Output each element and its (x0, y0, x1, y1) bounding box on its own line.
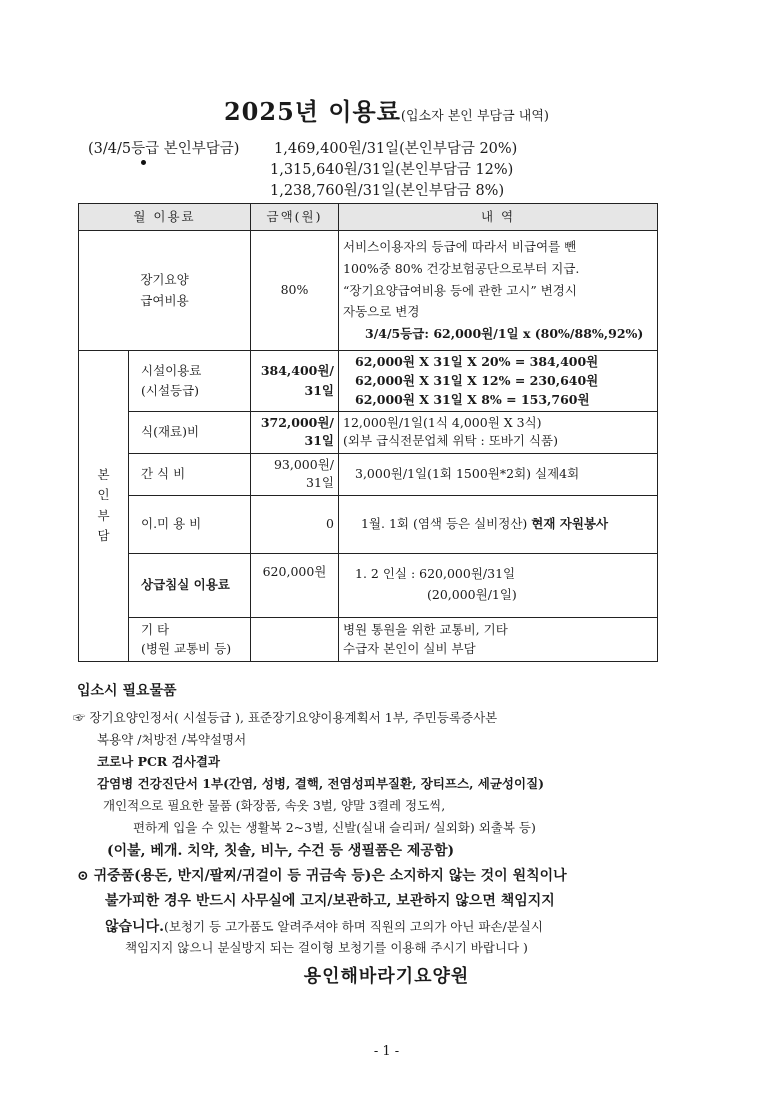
title-main: 2025년 이용료 (223, 97, 401, 126)
ltc-name (79, 231, 251, 351)
needs-line-4: 감염병 건강진단서 1부(간염, 성병, 결핵, 전염성피부질환, 장티프스, 세균성이질) (97, 776, 545, 791)
needs-line-9: 불가피한 경우 반드시 사무실에 고지/보관하고, 보관하지 않으면 책임지지 (105, 893, 555, 909)
ltc-detail-3: “장기요양급여비용 등에 관한 고시” 변경시 (343, 282, 577, 298)
beauty-amount: 0 (251, 495, 339, 553)
room-amount: 620,000원 (251, 553, 339, 617)
self-pay-char-2: 인 (97, 487, 110, 503)
beauty-detail-volunteer: 현재 자원봉사 (531, 515, 609, 531)
etc-name-line2: (병원 교통비 등) (141, 641, 232, 656)
table-header-row (79, 204, 658, 231)
beauty-details (339, 495, 658, 553)
ltc-details (339, 231, 658, 351)
meal-amount (251, 412, 339, 453)
snack-amount-line2: 31일 (306, 475, 334, 490)
table-row-beauty (79, 495, 658, 553)
rate-line-20: 1,469,400원/31일(본인부담금 20%) (274, 141, 518, 157)
rates-label: (3/4/5등급 본인부담금) (88, 141, 240, 157)
meal-name: 식(재료)비 (129, 412, 251, 453)
etc-amount (251, 617, 339, 661)
needs-line-2: 복용약 /처방전 /복약설명서 (97, 732, 247, 747)
fee-table (78, 203, 658, 662)
facility-detail-3: 62,000원 X 31일 X 8% = 153,760원 (355, 391, 590, 407)
facility-detail-1: 62,000원 X 31일 X 20% = 384,400원 (355, 354, 599, 369)
facility-name-line1: 시설이용료 (141, 362, 202, 378)
ltc-detail-2: 100%중 80% 건강보험공단으로부터 지급. (343, 260, 580, 276)
etc-detail-1: 병원 통원을 위한 교통비, 기타 (343, 621, 508, 637)
needs-line-5: 개인적으로 필요한 물품 (화장품, 속옷 3벌, 양말 3켤레 정도씩, (103, 798, 446, 813)
header-monthly-fee: 월 이용료 (79, 204, 251, 231)
etc-details (339, 617, 658, 661)
etc-name (129, 617, 251, 661)
ltc-name-line1: 장기요양 (140, 271, 189, 287)
header-details: 내 역 (339, 204, 658, 231)
organization-name: 용인해바라기요양원 (303, 966, 470, 987)
page-number: - 1 - (373, 1044, 400, 1059)
self-pay-char-1: 본 (97, 466, 110, 482)
ltc-detail-1: 서비스이용자의 등급에 따라서 비급여를 뺀 (343, 238, 577, 254)
snack-details: 3,000원/1일(1회 1500원*2회) 실제4회 (339, 453, 658, 495)
needs-line-10 (105, 916, 543, 936)
table-row-facility (79, 351, 658, 412)
meal-detail-2: (외부 급식전문업체 위탁 : 또바기 식품) (343, 433, 558, 449)
required-items-heading: 입소시 필요물품 (77, 683, 177, 699)
facility-detail-2: 62,000원 X 31일 X 12% = 230,640원 (355, 372, 599, 388)
meal-amount-line1: 372,000원/ (260, 415, 334, 431)
ltc-detail-4: 자동으로 변경 (343, 304, 420, 320)
self-pay-char-3: 부 (97, 507, 110, 523)
meal-amount-line2: 31일 (304, 433, 334, 449)
beauty-name: 이.미 용 비 (129, 495, 251, 553)
room-detail-1: 1. 2 인실 : 620,000원/31일 (355, 566, 516, 582)
rate-line-8: 1,238,760원/31일(본인부담금 8%) (270, 183, 505, 199)
ltc-amount: 80% (251, 231, 339, 351)
meal-details (339, 412, 658, 453)
snack-amount-line1: 93,000원/ (273, 456, 334, 472)
meal-detail-1: 12,000원/1일(1식 4,000원 X 3식) (343, 415, 542, 431)
facility-name (129, 351, 251, 412)
etc-detail-2: 수급자 본인이 실비 부담 (343, 641, 476, 656)
facility-amount-line2: 31일 (304, 383, 334, 399)
etc-name-line1: 기 타 (141, 621, 170, 637)
snack-amount (251, 453, 339, 495)
table-row-snack (79, 453, 658, 495)
facility-amount (251, 351, 339, 412)
needs-line-6: 편하게 입을 수 있는 생활복 2~3벌, 신발(실내 슬리퍼/ 실외화) 외출복 등) (133, 820, 536, 835)
room-name: 상급침실 이용료 (129, 553, 251, 617)
facility-name-line2: (시설등급) (141, 383, 200, 399)
self-pay-label (79, 351, 129, 662)
needs-line-10-bold: 않습니다. (105, 919, 164, 935)
ltc-detail-5: 3/4/5등급: 62,000원/1일 x (80%/88%,92%) (365, 326, 644, 342)
needs-line-10-rest: (보청기 등 고가품도 알려주셔야 하며 직원의 고의가 아닌 파손/분실시 (163, 919, 543, 934)
snack-name: 간 식 비 (129, 453, 251, 495)
required-items-section (73, 680, 757, 955)
needs-line-1: ☞ 장기요양인정서( 시설등급 ), 표준장기요양이용계획서 1부, 주민등록증사본 (73, 710, 498, 725)
table-row-meal (79, 412, 658, 453)
self-pay-char-4: 담 (97, 528, 110, 544)
bullet-dot (141, 160, 146, 165)
beauty-detail: 1월. 1회 (염색 등은 실비정산) (361, 515, 528, 531)
rate-line-12: 1,315,640원/31일(본인부담금 12%) (270, 162, 514, 178)
header-amount: 금액(원) (251, 204, 339, 231)
needs-line-3: 코로나 PCR 검사결과 (97, 754, 220, 769)
facility-details (339, 351, 658, 412)
ltc-name-line2: 급여비용 (140, 292, 189, 308)
facility-amount-line1: 384,400원/ (260, 362, 334, 378)
title-subtitle: (입소자 본인 부담금 내역) (400, 109, 549, 124)
needs-line-11: 책임지지 않으니 분실방지 되는 걸이형 보청기를 이용해 주시기 바랍니다 ) (125, 940, 528, 955)
room-detail-2: (20,000원/1일) (427, 587, 517, 602)
table-row-room (79, 553, 658, 617)
needs-line-8: ⊙ 귀중품(용돈, 반지/팔찌/귀걸이 등 귀금속 등)은 소지하지 않는 것이 원칙이나 (77, 868, 567, 884)
page-title (0, 92, 773, 127)
room-details (339, 553, 658, 617)
table-row-ltc (79, 231, 658, 351)
table-row-etc (79, 617, 658, 661)
needs-line-7: (이불, 베개. 치약, 칫솔, 비누, 수건 등 생필품은 제공함) (107, 843, 455, 859)
